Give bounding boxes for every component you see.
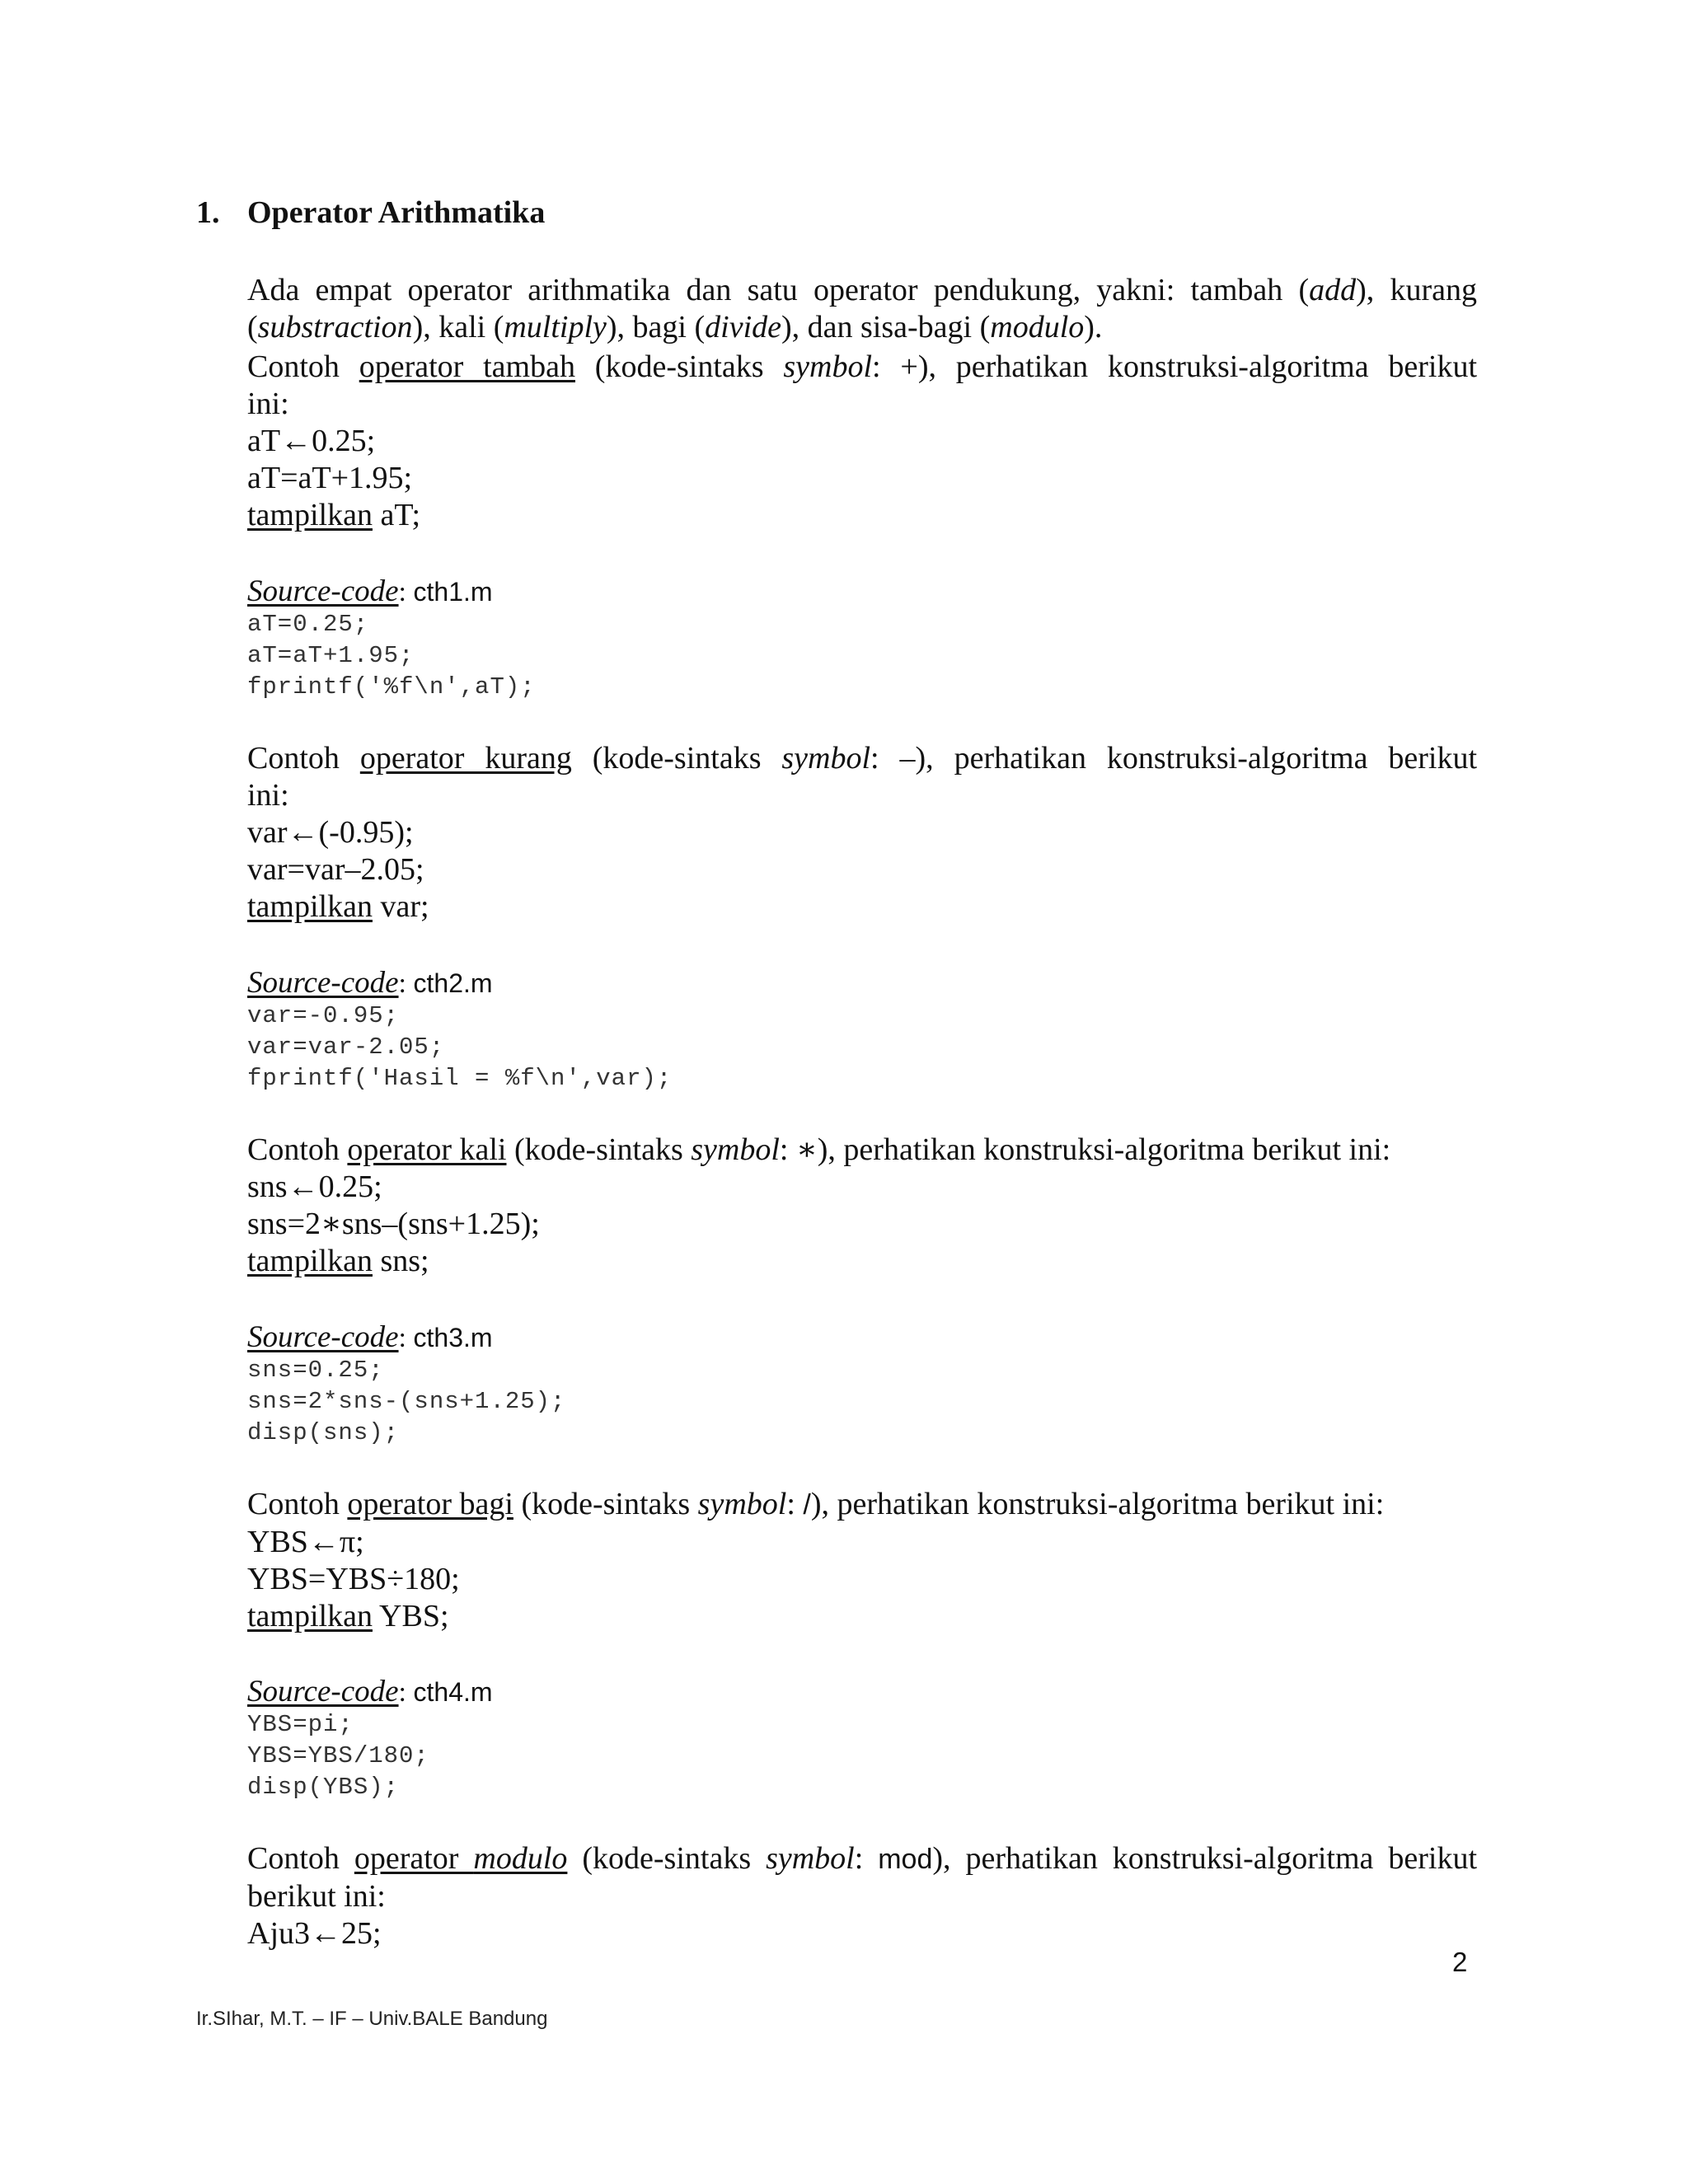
code-line: aT=aT+1.95; — [247, 642, 415, 669]
example-multiply — [247, 1132, 1477, 1280]
example-divide-intro: Contoh operator bagi (kode-sintaks symbol: /), perhatikan konstruksi-algoritma berikut ini: — [247, 1487, 1385, 1521]
algo-line: Aju3←25; — [247, 1916, 382, 1951]
source-code-label: Source-code: cth3.m — [247, 1320, 493, 1354]
example-modulo — [247, 1840, 1477, 1952]
intro-paragraph — [247, 272, 1477, 346]
source-file-name: cth1.m — [413, 577, 493, 607]
example-divide — [247, 1486, 1477, 1635]
algo-show-line: tampilkan sns; — [247, 1244, 429, 1278]
algo-line: YBS←π; — [247, 1525, 364, 1559]
section-heading — [196, 194, 545, 231]
code-line: sns=2*sns-(sns+1.25); — [247, 1388, 566, 1415]
example-modulo-intro: Contoh operator modulo (kode-sintaks symbol: mod), perhatikan konstruksi-algoritma berikut — [247, 1841, 1478, 1876]
algo-line: var←(-0.95); — [247, 815, 414, 850]
algo-line: sns←0.25; — [247, 1169, 382, 1204]
example-add — [247, 349, 1477, 534]
source-code-block-2 — [247, 967, 1477, 1094]
code-line: YBS=YBS/180; — [247, 1742, 429, 1769]
code-line: var=-0.95; — [247, 1002, 400, 1029]
intro-line-2: (substraction), kali (multiply), bagi (divide), dan sisa-bagi (modulo). — [247, 310, 1103, 344]
source-code-block-3 — [247, 1321, 1477, 1449]
source-file-name: cth3.m — [413, 1323, 493, 1352]
source-code-block-1 — [247, 575, 1477, 703]
code-line: YBS=pi; — [247, 1711, 354, 1738]
example-subtract — [247, 740, 1477, 926]
example-subtract-intro: Contoh operator kurang (kode-sintaks symbol: –), perhatikan konstruksi-algoritma berikut — [247, 741, 1478, 776]
source-file-name: cth4.m — [413, 1677, 493, 1707]
algo-line: YBS=YBS÷180; — [247, 1562, 460, 1596]
algo-line: aT=aT+1.95; — [247, 461, 413, 495]
algo-line: sns=2∗sns–(sns+1.25); — [247, 1207, 540, 1241]
algo-show-line: tampilkan var; — [247, 889, 429, 924]
code-line: fprintf('%f\n',aT); — [247, 673, 536, 701]
algo-line: aT←0.25; — [247, 424, 376, 458]
section-title: Operator Arithmatika — [247, 195, 546, 230]
algo-line: var=var–2.05; — [247, 852, 424, 887]
example-subtract-intro-end: ini: — [247, 778, 289, 813]
algo-show-line: tampilkan YBS; — [247, 1599, 449, 1633]
source-code-block-4 — [247, 1675, 1477, 1803]
code-line: aT=0.25; — [247, 611, 369, 638]
page-number: 2 — [1452, 1947, 1468, 1977]
code-line: sns=0.25; — [247, 1357, 384, 1384]
intro-line-1: Ada empat operator arithmatika dan satu operator pendukung, yakni: tambah (add), kurang — [247, 273, 1477, 307]
code-line: var=var-2.05; — [247, 1033, 445, 1061]
source-code-label: Source-code: cth2.m — [247, 966, 493, 1000]
example-add-intro: Contoh operator tambah (kode-sintaks symbol: +), perhatikan konstruksi-algoritma berikut — [247, 349, 1478, 384]
page-footer: Ir.SIhar, M.T. – IF – Univ.BALE Bandung — [196, 2008, 548, 2030]
section-number: 1. — [196, 195, 220, 230]
algo-show-line: tampilkan aT; — [247, 498, 421, 532]
example-modulo-intro-end: berikut ini: — [247, 1879, 386, 1914]
source-file-name: cth2.m — [413, 968, 493, 998]
source-code-label: Source-code: cth1.m — [247, 574, 493, 608]
example-add-intro-end: ini: — [247, 387, 289, 421]
code-line: disp(sns); — [247, 1419, 400, 1446]
source-code-label: Source-code: cth4.m — [247, 1675, 493, 1708]
code-line: fprintf('Hasil = %f\n',var); — [247, 1065, 673, 1092]
example-multiply-intro: Contoh operator kali (kode-sintaks symbol: ∗), perhatikan konstruksi-algoritma berikut ini: — [247, 1132, 1391, 1167]
code-line: disp(YBS); — [247, 1774, 400, 1801]
